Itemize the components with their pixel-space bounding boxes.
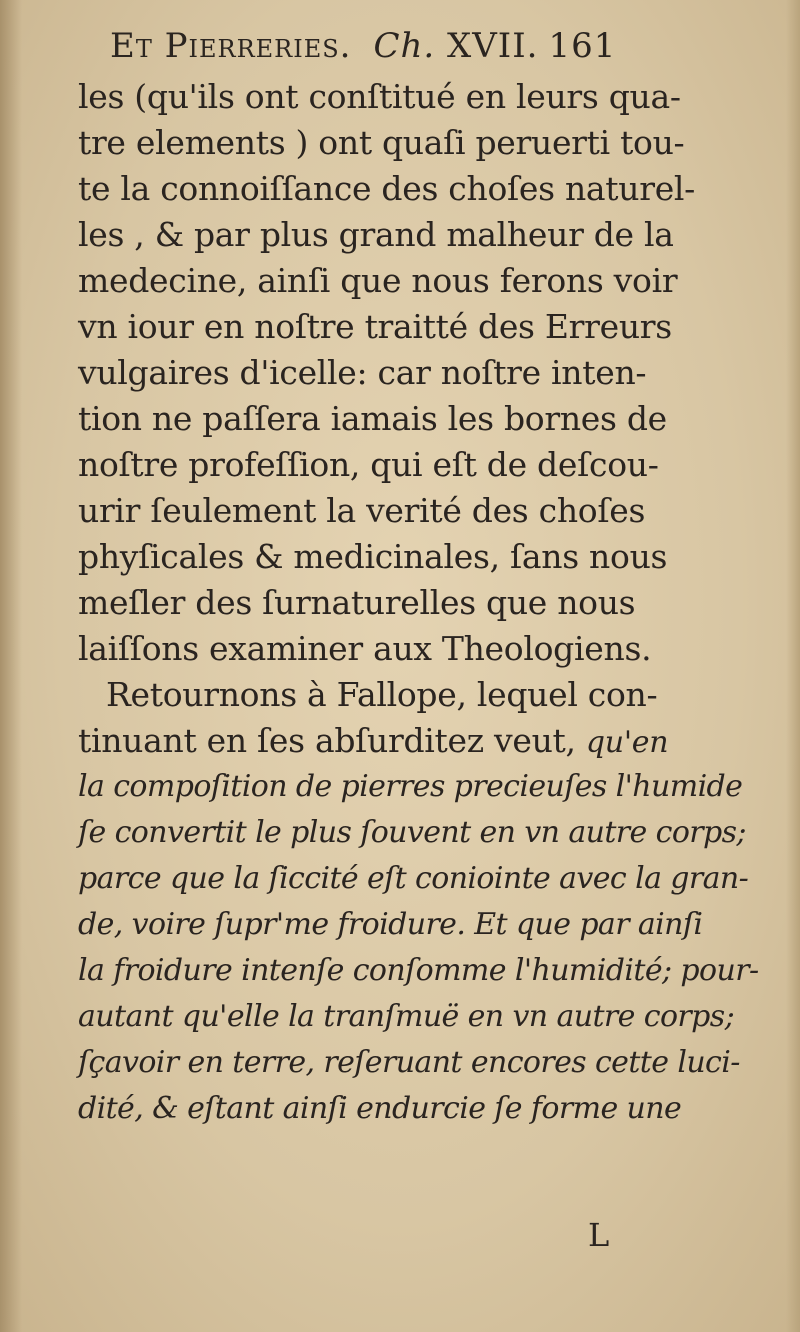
text-line: les (qu'ils ont conſtitué en leurs qua- (78, 77, 681, 116)
text-line: phyſicales & medicinales, ſans nous (78, 537, 668, 576)
italic-quote-line: parce que la ſiccité eſt coniointe avec la gran- (78, 861, 749, 896)
chapter-prefix: Ch. (373, 26, 436, 66)
chapter-reference (374, 26, 539, 66)
running-title: Et Pierreries. (110, 26, 352, 66)
italic-quote-line: ſçavoir en terre, reſeruant encores cette luci- (78, 1045, 740, 1080)
page-number: 161 (548, 26, 617, 66)
text-line-mixed (78, 718, 718, 764)
italic-quote-line: autant qu'elle la tranſmuë en vn autre corps; (78, 999, 735, 1034)
italic-quote-line: ſe convertit le plus ſouvent en vn autre corps; (78, 815, 746, 850)
body-text (78, 74, 759, 1132)
text-line: medecine, ainſi que nous ferons voir (78, 261, 678, 300)
italic-quote-line: la compoſition de pierres precieuſes l'humide (78, 769, 743, 804)
italic-quote-line: dité, & eſtant ainſi endurcie ſe forme une (78, 1091, 682, 1126)
text-line: te la connoiſſance des choſes naturel- (78, 169, 696, 208)
text-line: noſtre profeſſion, qui eſt de deſcou- (78, 445, 659, 484)
roman-segment: tinuant en ſes abſurditez veut, (78, 721, 586, 760)
text-line: meſler des ſurnaturelles que nous (78, 583, 636, 622)
text-line: urir ſeulement la verité des choſes (78, 491, 646, 530)
text-line: tion ne paſſera iamais les bornes de (78, 399, 667, 438)
catchword-signature: L (588, 1216, 610, 1254)
text-line: tre elements ) ont quaſi peruerti tou- (78, 123, 685, 162)
paragraph-start-line: Retournons à Fallope, lequel con- (106, 675, 658, 714)
italic-segment: qu'en (585, 725, 669, 760)
chapter-number: XVII. (447, 26, 539, 66)
italic-quote-line: de, voire ſupr'me froidure. Et que par ainſi (78, 907, 703, 942)
italic-quote-line: la froidure intenſe conſomme l'humidité; pour- (78, 953, 759, 988)
running-header (110, 26, 710, 74)
text-line: les , & par plus grand malheur de la (78, 215, 674, 254)
text-line: vulgaires d'icelle: car noſtre inten- (78, 353, 647, 392)
text-line: vn iour en noſtre traitté des Erreurs (78, 307, 672, 346)
text-line: laiſſons examiner aux Theologiens. (78, 629, 652, 668)
